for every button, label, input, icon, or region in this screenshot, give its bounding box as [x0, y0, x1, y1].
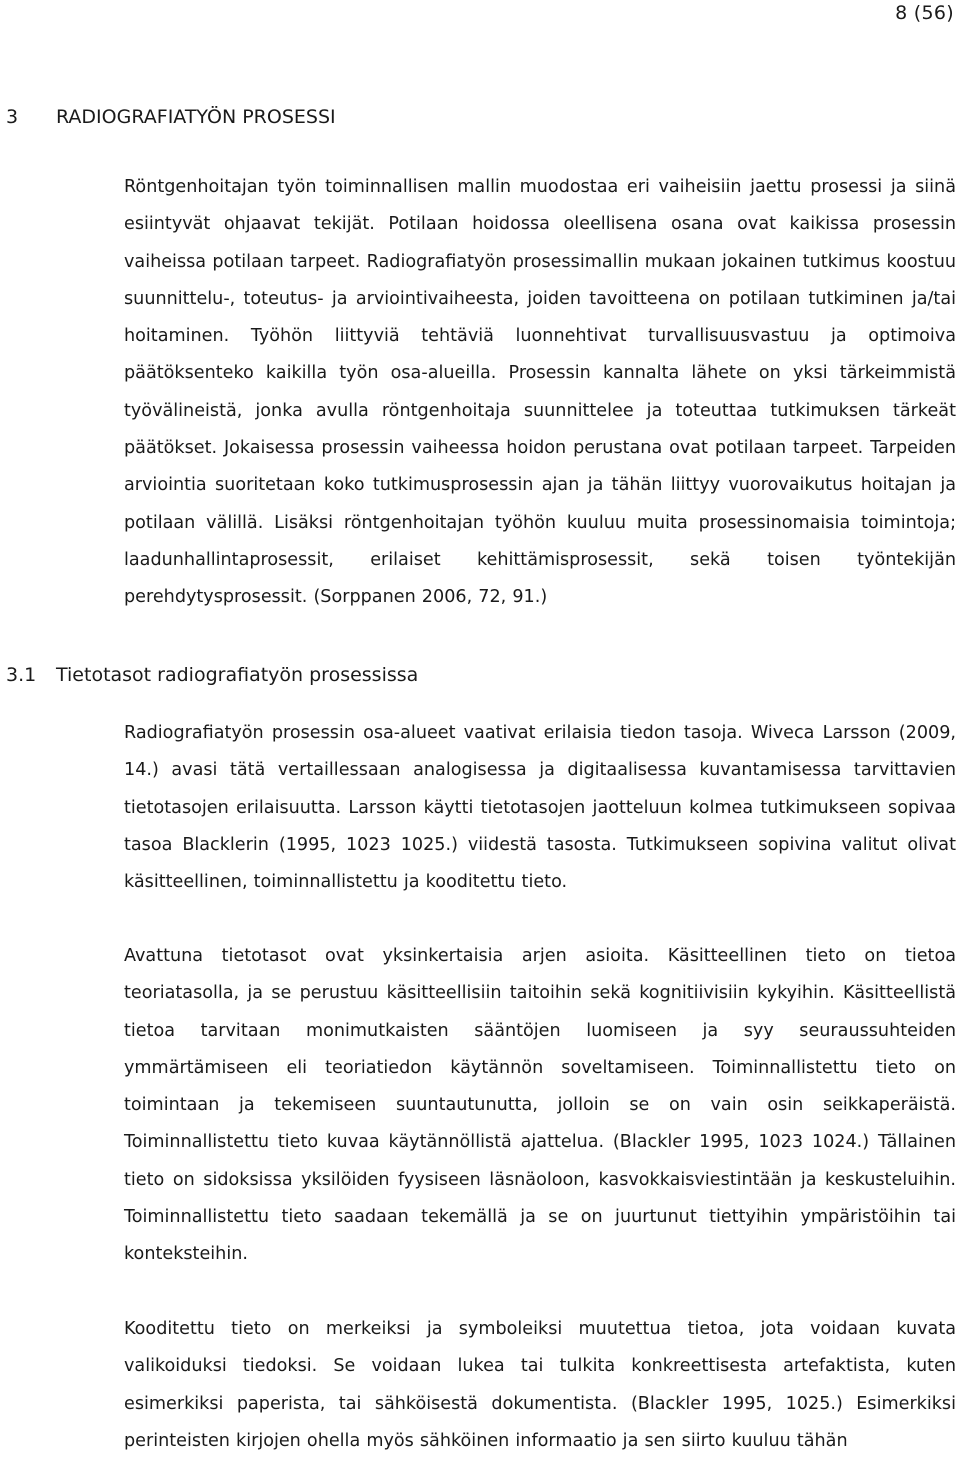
- subsection-paragraph-1: Radiografiatyön prosessin osa-alueet vaativat erilaisia tiedon tasoja. Wiveca Larsson (2009, 14.) avasi tätä vertaillessaan analogisessa ja digitaalisessa kuvantamisessa tarvittavien tietotasojen erilaisuutta. Larsson käytti tietotasojen jaotteluun kolmea tutkimukseen sopivaa tasoa Blacklerin (1995, 1023 1025.) viidestä tasosta. Tutkimukseen sopivina valitut olivat käsitteellinen, toiminnallistettu ja kooditettu tieto.: [124, 723, 956, 893]
- subsection-paragraph-2: Avattuna tietotasot ovat yksinkertaisia arjen asioita. Käsitteellinen tieto on tietoa teoriatasolla, ja se perustuu käsitteellisiin taitoihin sekä kognitiivisiin kykyihin. Käsitteellistä tietoa tarvitaan monimutkaisten sääntöjen luomiseen ja syy seuraussuhteiden ymmärtämiseen eli teoriatiedon käytännön soveltamiseen. Toiminnallistettu tieto on toimintaan ja tekemiseen suuntautunutta, jolloin se on vain osin seikkaperäistä. Toiminnallistettu tieto kuvaa käytännöllistä ajattelua. (Blackler 1995, 1023 1024.) Tällainen tieto on sidoksissa yksilöiden fyysiseen läsnäoloon, kasvokkaisviestintään ja keskusteluihin. Toiminnallistettu tieto saadaan tekemällä ja se on juurtunut tiettyihin ympäristöihin tai konteksteihin.: [124, 946, 956, 1265]
- subsection-title: Tietotasot radiografiatyön prosessissa: [56, 664, 419, 686]
- subsection-paragraph-3: Kooditettu tieto on merkeiksi ja symboleiksi muutettua tietoa, jota voidaan kuvata valikoiduksi tiedoksi. Se voidaan lukea tai tulkita konkreettisesta artefaktista, kuten esimerkiksi paperista, tai sähköisestä dokumentista. (Blackler 1995, 1025.) Esimerkiksi perinteisten kirjojen ohella myös sähköinen informaatio ja sen siirto kuuluu tähän: [124, 1319, 956, 1451]
- page-number: 8 (56): [895, 2, 954, 24]
- subsection-number: 3.1: [6, 664, 37, 686]
- section-heading: [6, 106, 336, 128]
- section-title: RADIOGRAFIATYÖN PROSESSI: [56, 106, 336, 128]
- section-number: 3: [6, 106, 19, 128]
- subsection-heading: [6, 664, 418, 686]
- section-paragraph: Röntgenhoitajan työn toiminnallisen mallin muodostaa eri vaiheisiin jaettu prosessi ja siinä esiintyvät ohjaavat tekijät. Potilaan hoidossa oleellisena osana ovat kaikissa prosessin vaiheissa potilaan tarpeet. Radiografiatyön prosessimallin mukaan jokainen tutkimus koostuu suunnittelu-, toteutus- ja arviointivaiheesta, joiden tavoitteena on potilaan tutkiminen ja/tai hoitaminen. Työhön liittyviä tehtäviä luonnehtivat turvallisuusvastuu ja optimoiva päätöksenteko kaikilla työn osa-alueilla. Prosessin kannalta lähete on yksi tärkeimmistä työvälineistä, jonka avulla röntgenhoitaja suunnittelee ja toteuttaa tutkimuksen tärkeät päätökset. Jokaisessa prosessin vaiheessa hoidon perustana ovat potilaan tarpeet. Tarpeiden arviointia suoritetaan koko tutkimusprosessin ajan ja tähän liittyy vuorovaikutus hoitajan ja potilaan välillä. Lisäksi röntgenhoitajan työhön kuuluu muita prosessinomaisia toimintoja; laadunhallintaprosessit, erilaiset kehittämisprosessit, sekä toisen työntekijän perehdytysprosessit. (Sorppanen 2006, 72, 91.): [124, 177, 956, 608]
